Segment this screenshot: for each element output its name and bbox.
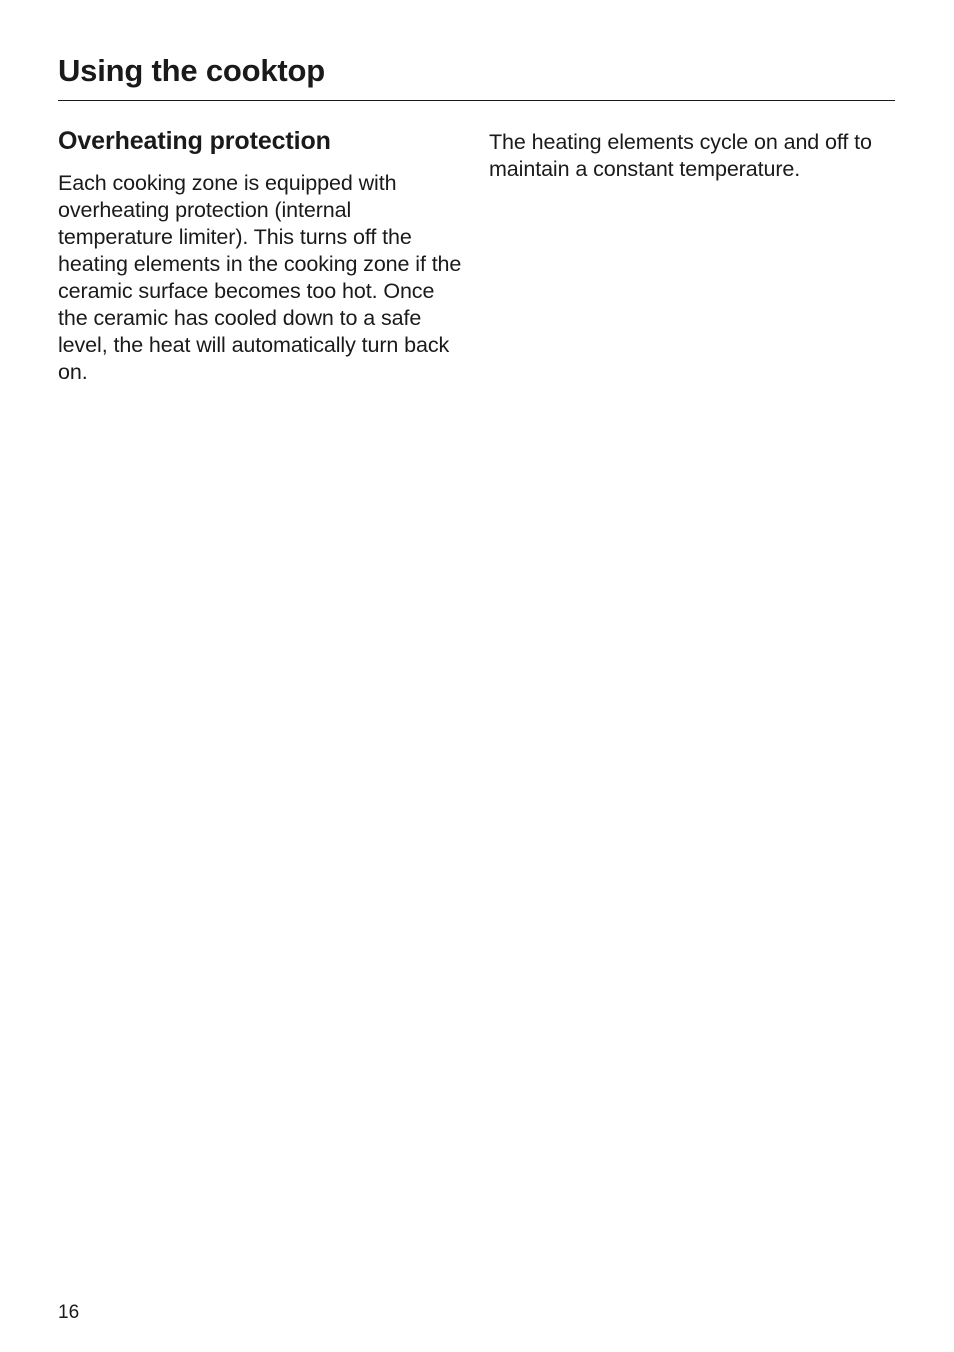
header-divider — [58, 100, 895, 101]
page-number: 16 — [58, 1302, 80, 1323]
overheating-protection-paragraph: Each cooking zone is equipped with overheating protection (internal temperature limiter). This turns off the heating elements in the cooking zone if the ceramic surface becomes too hot. Once the ceramic has cooled down to a safe level, the heat will automatically turn back on. — [58, 171, 462, 384]
page-title: Using the cooktop — [58, 53, 325, 88]
heating-cycle-paragraph: The heating elements cycle on and off to maintain a constant temperature. — [489, 130, 872, 181]
right-column — [489, 129, 894, 183]
section-heading-overheating-protection: Overheating protection — [58, 127, 331, 155]
page-header — [58, 52, 895, 90]
left-column — [58, 124, 463, 386]
